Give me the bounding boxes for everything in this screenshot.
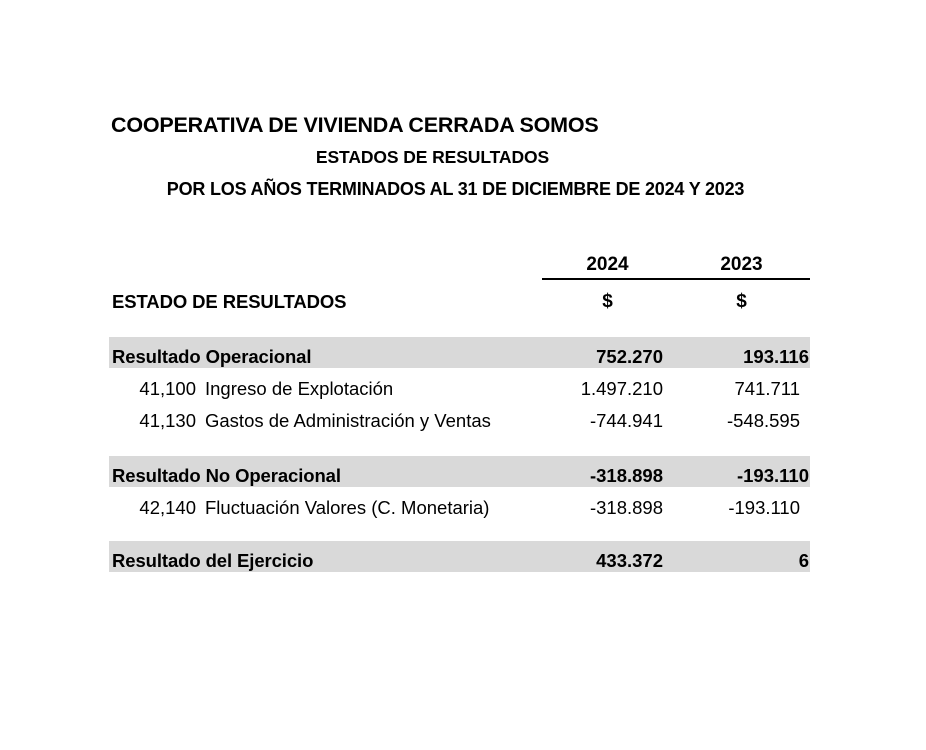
spacer-cell <box>109 246 205 279</box>
account-value-2023: -548.595 <box>726 410 800 431</box>
spacer-row <box>109 519 810 541</box>
table-row <box>109 368 810 400</box>
account-value-2024: -318.898 <box>589 497 663 518</box>
column-header-year-2023: 2023 <box>673 246 810 279</box>
section-total-value-2024: -318.898 <box>542 456 673 487</box>
grand-total-value-2023: 6 <box>673 541 810 572</box>
grand-total-label: Resultado del Ejercicio <box>109 541 542 572</box>
account-value-2024: -744.941 <box>589 410 663 431</box>
account-description: Gastos de Administración y Ventas <box>205 410 491 431</box>
account-value-2024: 1.497.210 <box>580 378 663 399</box>
section-total-value-2023: 193.116 <box>673 337 810 368</box>
table-row <box>109 400 810 432</box>
account-code: 41,130 <box>139 410 196 431</box>
section-total-label: Resultado No Operacional <box>109 456 542 487</box>
account-value-2023: -193.110 <box>728 497 800 518</box>
section-total-row <box>109 337 810 368</box>
organization-name: COOPERATIVA DE VIVIENDA CERRADA SOMOS <box>111 113 599 137</box>
account-code: 41,100 <box>139 378 196 399</box>
statement-period: POR LOS AÑOS TERMINADOS AL 31 DE DICIEMBRE DE 2024 Y 2023 <box>166 179 745 199</box>
section-total-label: Resultado Operacional <box>109 337 542 368</box>
spacer-cell <box>205 246 542 279</box>
account-description: Ingreso de Explotación <box>205 378 394 399</box>
section-total-value-2024: 752.270 <box>542 337 673 368</box>
statement-row-label: ESTADO DE RESULTADOS <box>112 291 347 312</box>
account-code: 42,140 <box>139 497 196 518</box>
spacer-row <box>109 432 810 456</box>
spacer-cell <box>109 432 810 456</box>
currency-symbol-2024: $ <box>602 291 613 312</box>
income-statement-table <box>109 246 810 572</box>
account-description: Fluctuación Valores (C. Monetaria) <box>205 497 490 518</box>
table-row <box>109 487 810 519</box>
spacer-cell <box>109 313 810 337</box>
section-total-row <box>109 456 810 487</box>
spacer-row <box>109 313 810 337</box>
document-header <box>109 112 810 202</box>
column-header-row <box>109 246 810 279</box>
grand-total-value-2024: 433.372 <box>542 541 673 572</box>
spacer-cell <box>109 519 810 541</box>
section-total-value-2023: -193.110 <box>673 456 810 487</box>
statement-type: ESTADOS DE RESULTADOS <box>315 147 550 167</box>
currency-symbol-2023: $ <box>736 291 747 312</box>
currency-header-row <box>109 279 810 313</box>
grand-total-row <box>109 541 810 572</box>
account-value-2023: 741.711 <box>734 378 800 399</box>
column-header-year-2024: 2024 <box>542 246 673 279</box>
